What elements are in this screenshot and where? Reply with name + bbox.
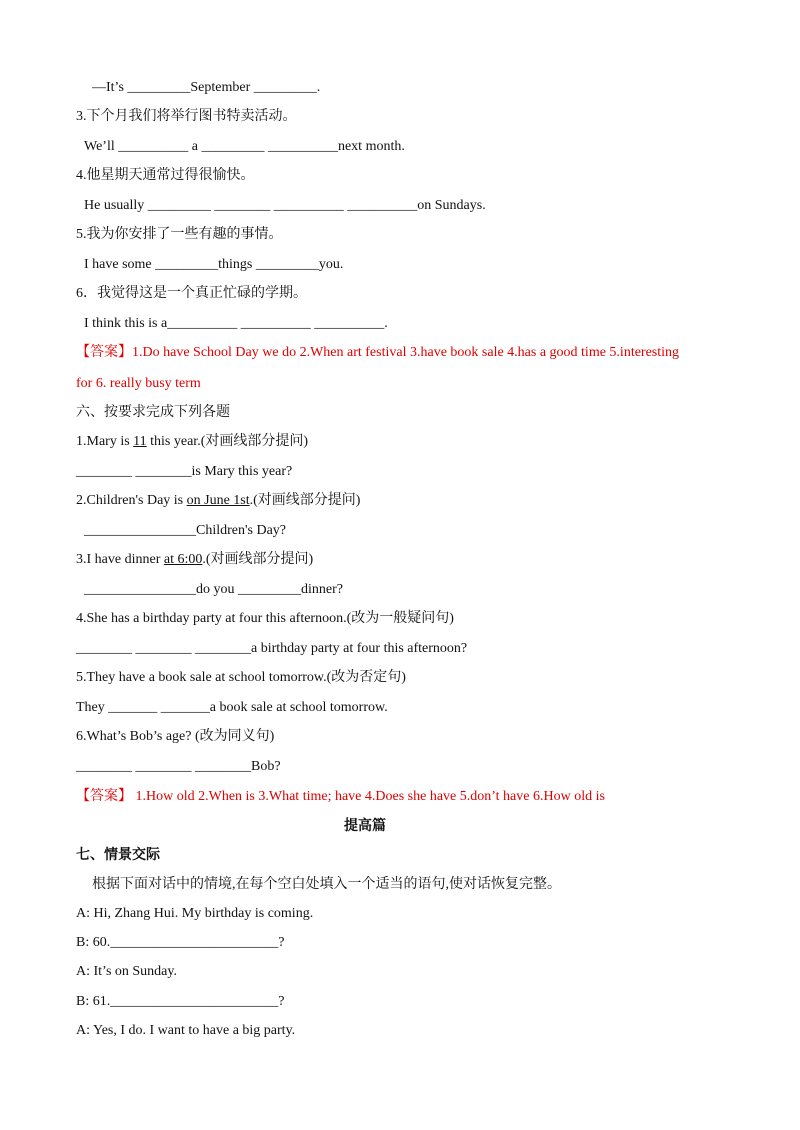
question-3-text-a: 3.I have dinner [76, 552, 164, 567]
question-2-text-b: .(对画线部分提问) [249, 493, 361, 508]
line-l03: We’ll __________ a _________ __________next month. [84, 139, 405, 154]
question-3-underlined: at 6:00 [163, 552, 203, 567]
question-1-underlined: 11 [133, 434, 147, 449]
question-1 [76, 433, 308, 451]
dialogue-line-5: A: Yes, I do. I want to have a big party. [76, 1023, 296, 1038]
question-1-blank: ________ ________is Mary this year? [76, 464, 293, 479]
question-2-text-a: 2.Children's Day is [76, 493, 187, 508]
question-5-blank: They _______ _______a book sale at school tomorrow. [76, 700, 388, 715]
dialogue-line-3: A: It’s on Sunday. [76, 964, 177, 979]
dialogue-line-1: A: Hi, Zhang Hui. My birthday is coming. [76, 906, 314, 921]
line-l04: 4.他星期天通常过得很愉快。 [76, 168, 255, 183]
section-6-title: 六、按要求完成下列各题 [76, 405, 230, 420]
question-3 [76, 551, 313, 569]
answer-key-6: 【答案】 1.How old 2.When is 3.What time; have 4.Does she have 5.don’t have 6.How old is [76, 789, 605, 804]
question-1-text-a: 1.Mary is [76, 434, 134, 449]
line-l08: 6．我觉得这是一个真正忙碌的学期。 [76, 286, 307, 301]
line-l05: He usually _________ ________ __________ __________on Sundays. [84, 198, 486, 213]
question-3-text-b: .(对画线部分提问) [202, 552, 314, 567]
section-7-title: 七、情景交际 [76, 848, 160, 863]
question-3-blank: ________________do you _________dinner? [84, 582, 343, 597]
dialogue-line-4: B: 61.________________________? [76, 994, 285, 1009]
question-6: 6.What’s Bob’s age? (改为同义句) [76, 729, 275, 744]
question-2-blank: ________________Children's Day? [84, 523, 287, 538]
advanced-section-title: 提高篇 [344, 819, 386, 834]
line-l07: I have some _________things _________you. [84, 257, 344, 272]
question-2-underlined: on June 1st [186, 493, 250, 508]
line-l06: 5.我为你安排了一些有趣的事情。 [76, 227, 283, 242]
question-4: 4.She has a birthday party at four this afternoon.(改为一般疑问句) [76, 611, 454, 626]
dialogue-line-2: B: 60.________________________? [76, 935, 285, 950]
answer-key-5-line2: for 6. really busy term [76, 376, 201, 391]
answer-key-5-line1: 【答案】1.Do have School Day we do 2.When art festival 3.have book sale 4.has a good time 5.interesting [76, 345, 680, 360]
question-1-text-b: this year.(对画线部分提问) [146, 434, 309, 449]
question-5: 5.They have a book sale at school tomorrow.(改为否定句) [76, 670, 406, 685]
question-4-blank: ________ ________ ________a birthday party at four this afternoon? [76, 641, 468, 656]
question-6-blank: ________ ________ ________Bob? [76, 759, 281, 774]
line-l01: —It’s _________September _________. [92, 80, 321, 95]
question-2 [76, 492, 360, 510]
line-l09: I think this is a__________ __________ __________. [84, 316, 388, 331]
line-l02: 3.下个月我们将举行图书特卖活动。 [76, 109, 297, 124]
section-7-instructions: 根据下面对话中的情境,在每个空白处填入一个适当的语句,使对话恢复完整。 [92, 877, 561, 892]
